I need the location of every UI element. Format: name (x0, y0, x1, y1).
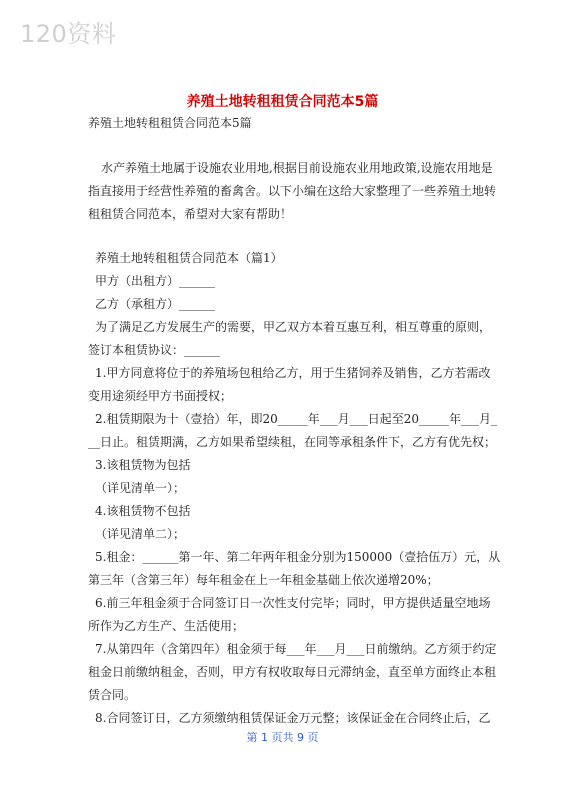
paragraph-line: 签订本租赁协议：______ (88, 343, 221, 357)
clause-line: 7.从第四年（含第四年）租金须于每___年___月___日前缴纳。乙方须于约定 (95, 642, 497, 656)
clause-line: 赁合同。 (88, 688, 137, 702)
party-a-line: 甲方（出租方）______ (95, 274, 216, 288)
clause-line: 所作为乙方生产、生活使用； (88, 619, 245, 633)
clause-line: （详见清单一）； (95, 481, 186, 495)
paragraph-line: 水产养殖土地属于设施农业用地,根据目前设施农业用地政策,设施农用地是 (101, 161, 493, 175)
page-number-footer: 第 1 页共 9 页 (246, 731, 319, 744)
clause-line: 6.前三年租金须于合同签订日一次性支付完毕；同时，甲方提供适量空地场 (95, 596, 491, 610)
clause-line: 5.租金：______第一年、第二年两年租金分别为150000（壹拾伍万）元，从 (95, 550, 501, 564)
clause-line: 第三年（含第三年）每年租金在上一年租金基础上依次递增20%； (88, 573, 439, 587)
paragraph-line: 租租赁合同范本，希望对大家有帮助！ (88, 207, 293, 221)
section-heading: 养殖土地转租租赁合同范本（篇1） (95, 251, 283, 265)
clause-line: __日止。租赁期满，乙方如果希望续租，在同等承租条件下，乙方有优先权； (88, 435, 497, 449)
document-title: 养殖土地转租租赁合同范本5篇 (186, 94, 379, 110)
document-subtitle: 养殖土地转租租赁合同范本5篇 (88, 116, 252, 130)
clause-line: 3.该租赁物为包括 (95, 458, 191, 472)
party-b-line: 乙方（承租方）______ (95, 297, 216, 311)
clause-line: （详见清单二）； (95, 527, 186, 541)
paragraph-line: 为了满足乙方发展生产的需要，甲乙双方本着互惠互利，相互尊重的原则， (95, 320, 492, 334)
watermark-logo: 120资料 (20, 20, 117, 48)
clause-line: 变用途须经甲方书面授权； (88, 389, 233, 403)
clause-line: 1.甲方同意将位于的养殖场包租给乙方，用于生猪饲养及销售，乙方若需改 (95, 366, 491, 380)
clause-line: 2.租赁期限为十（壹拾）年，即20_____年___月___日起至20_____年___月_ (95, 412, 497, 426)
clause-line: 4.该租赁物不包括 (95, 504, 191, 518)
clause-line: 8.合同签订日，乙方须缴纳租赁保证金万元整；该保证金在合同终止后，乙 (95, 711, 491, 725)
clause-line: 租金日前缴纳租金，否则，甲方有权收取每日元滞纳金，直至单方面终止本租 (88, 665, 497, 679)
paragraph-line: 指直接用于经营性养殖的畜禽舍。以下小编在这给大家整理了一些养殖土地转 (88, 184, 497, 198)
